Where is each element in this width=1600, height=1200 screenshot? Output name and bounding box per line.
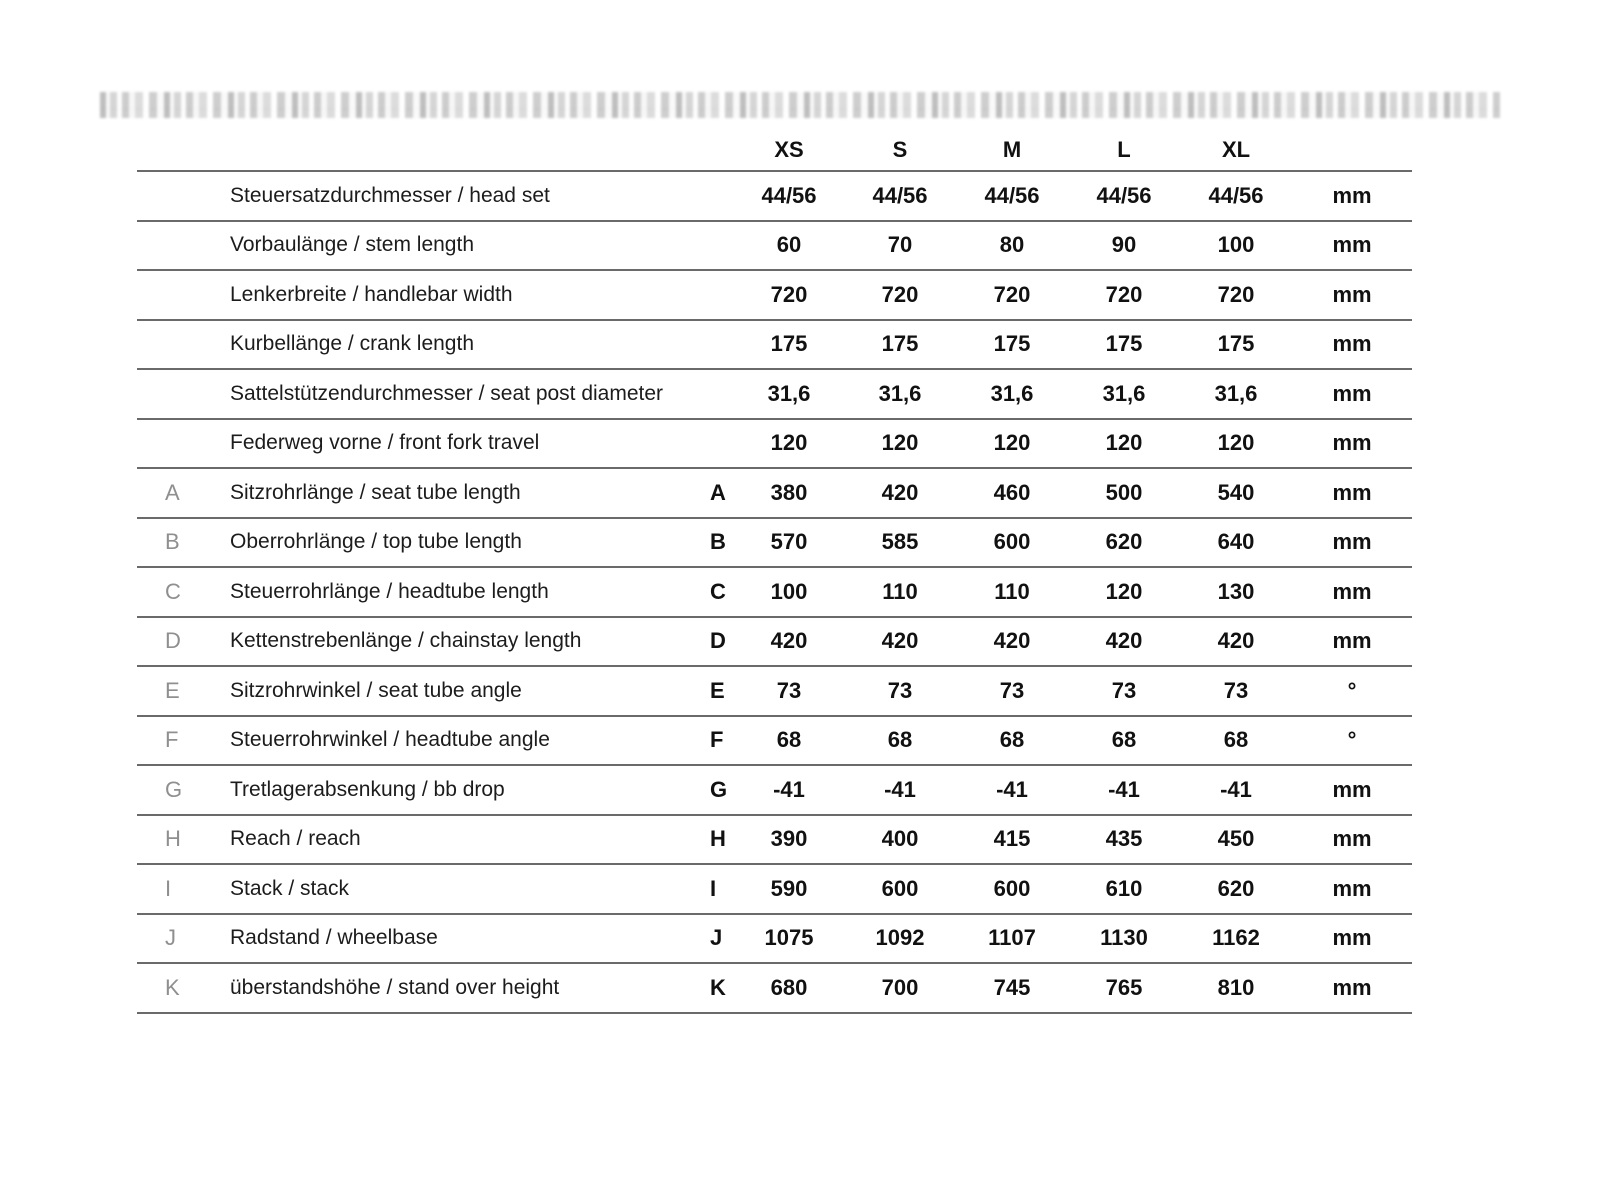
table-row — [137, 420, 1412, 470]
unit-cell: mm — [1332, 281, 1372, 307]
value-cell-s: 420 — [881, 628, 919, 654]
value-cell-m: 720 — [993, 281, 1031, 307]
row-label: Lenkerbreite / handlebar width — [230, 282, 513, 306]
value-cell-xl: 44/56 — [1208, 182, 1264, 208]
value-cell-xl: 130 — [1217, 578, 1255, 604]
row-label: Oberrohrlänge / top tube length — [230, 530, 522, 554]
unit-cell: mm — [1332, 826, 1372, 852]
unit-cell: mm — [1332, 430, 1372, 456]
value-cell-l: 435 — [1105, 826, 1143, 852]
value-cell-xl: 620 — [1217, 875, 1255, 901]
value-cell-m: 600 — [993, 529, 1031, 555]
table-row — [137, 618, 1412, 668]
row-letter-repeat: B — [710, 529, 726, 555]
value-cell-l: 420 — [1105, 628, 1143, 654]
value-cell-l: 120 — [1105, 578, 1143, 604]
value-cell-xs: 175 — [770, 331, 808, 357]
value-cell-s: 720 — [881, 281, 919, 307]
row-label: Federweg vorne / front fork travel — [230, 431, 540, 455]
value-cell-s: 44/56 — [872, 182, 928, 208]
value-cell-m: 420 — [993, 628, 1031, 654]
value-cell-l: 73 — [1111, 677, 1137, 703]
unit-cell: mm — [1332, 331, 1372, 357]
row-letter: B — [165, 529, 180, 555]
unit-cell: ° — [1347, 677, 1357, 703]
row-letter-repeat: C — [710, 578, 726, 604]
table-row — [137, 915, 1412, 965]
size-header-xl: XL — [1221, 137, 1251, 162]
value-cell-m: 415 — [993, 826, 1031, 852]
row-letter-repeat: H — [710, 826, 726, 852]
unit-cell: mm — [1332, 875, 1372, 901]
table-row — [137, 766, 1412, 816]
size-header-l: L — [1117, 137, 1131, 162]
value-cell-xl: 100 — [1217, 232, 1255, 258]
table-row — [137, 469, 1412, 519]
row-letter-repeat: J — [710, 925, 723, 951]
row-label: Kurbellänge / crank length — [230, 332, 474, 356]
value-cell-m: 44/56 — [984, 182, 1040, 208]
row-label: Vorbaulänge / stem length — [230, 233, 475, 257]
row-label: Tretlagerabsenkung / bb drop — [230, 777, 505, 801]
unit-cell: mm — [1332, 776, 1372, 802]
value-cell-s: 700 — [881, 974, 919, 1000]
value-cell-l: 120 — [1105, 430, 1143, 456]
value-cell-s: 585 — [881, 529, 919, 555]
value-cell-l: 44/56 — [1096, 182, 1152, 208]
value-cell-xl: 540 — [1217, 479, 1255, 505]
unit-cell: mm — [1332, 578, 1372, 604]
value-cell-s: 600 — [881, 875, 919, 901]
value-cell-l: -41 — [1108, 776, 1140, 802]
table-row — [137, 667, 1412, 717]
value-cell-xl: 1162 — [1212, 925, 1260, 951]
blurred-text-band — [100, 92, 1500, 118]
value-cell-l: 68 — [1111, 727, 1137, 753]
row-letter: F — [165, 727, 179, 753]
unit-cell: mm — [1332, 479, 1372, 505]
value-cell-s: 68 — [887, 727, 913, 753]
table-row — [137, 321, 1412, 371]
size-header-s: S — [892, 137, 908, 162]
value-cell-xs: 420 — [770, 628, 808, 654]
unit-cell: mm — [1332, 232, 1372, 258]
value-cell-xs: 720 — [770, 281, 808, 307]
value-cell-l: 720 — [1105, 281, 1143, 307]
unit-cell: mm — [1332, 974, 1372, 1000]
row-letter: A — [165, 479, 180, 505]
row-label: Sitzrohrlänge / seat tube length — [230, 480, 521, 504]
row-label: Steuerrohrwinkel / headtube angle — [230, 728, 550, 752]
value-cell-m: 110 — [994, 578, 1030, 604]
value-cell-l: 610 — [1105, 875, 1143, 901]
value-cell-m: -41 — [996, 776, 1028, 802]
value-cell-l: 175 — [1105, 331, 1143, 357]
value-cell-s: 120 — [881, 430, 919, 456]
table-row — [137, 271, 1412, 321]
table-row — [137, 370, 1412, 420]
value-cell-m: 745 — [993, 974, 1031, 1000]
value-cell-xs: 60 — [776, 232, 802, 258]
value-cell-s: 420 — [881, 479, 919, 505]
value-cell-s: 1092 — [875, 925, 925, 951]
value-cell-xl: 73 — [1223, 677, 1249, 703]
value-cell-m: 73 — [999, 677, 1025, 703]
value-cell-xl: 720 — [1217, 281, 1255, 307]
value-cell-xs: 680 — [770, 974, 808, 1000]
table-row — [137, 222, 1412, 272]
unit-cell: mm — [1332, 628, 1372, 654]
value-cell-xs: -41 — [773, 776, 805, 802]
row-label: Steuerrohrlänge / headtube length — [230, 579, 549, 603]
value-cell-xl: 120 — [1217, 430, 1255, 456]
row-label: Reach / reach — [230, 827, 361, 851]
value-cell-s: 73 — [887, 677, 913, 703]
table-row — [137, 865, 1412, 915]
row-letter: I — [165, 875, 172, 901]
unit-cell: mm — [1332, 182, 1372, 208]
row-letter-repeat: A — [710, 479, 726, 505]
table-row — [137, 172, 1412, 222]
table-row — [137, 816, 1412, 866]
value-cell-l: 90 — [1111, 232, 1137, 258]
row-label: Sitzrohrwinkel / seat tube angle — [230, 678, 522, 702]
geometry-table — [137, 130, 1412, 1014]
value-cell-s: 31,6 — [878, 380, 922, 406]
size-header-xs: XS — [774, 137, 804, 162]
unit-cell: mm — [1332, 529, 1372, 555]
row-letter-repeat: F — [710, 727, 724, 753]
value-cell-xs: 100 — [770, 578, 808, 604]
value-cell-xl: 68 — [1223, 727, 1249, 753]
row-letter-repeat: D — [710, 628, 726, 654]
value-cell-xs: 380 — [770, 479, 808, 505]
unit-cell: mm — [1332, 925, 1372, 951]
row-label: überstandshöhe / stand over height — [230, 975, 560, 999]
value-cell-m: 80 — [999, 232, 1025, 258]
row-label: Kettenstrebenlänge / chainstay length — [230, 629, 582, 653]
unit-cell: ° — [1347, 727, 1357, 753]
value-cell-m: 31,6 — [990, 380, 1034, 406]
value-cell-xs: 31,6 — [767, 380, 811, 406]
value-cell-xs: 120 — [770, 430, 808, 456]
row-letter: K — [165, 974, 180, 1000]
size-header-m: M — [1002, 137, 1022, 162]
table-row — [137, 568, 1412, 618]
unit-cell: mm — [1332, 380, 1372, 406]
value-cell-m: 120 — [993, 430, 1031, 456]
row-letter-repeat: I — [710, 875, 717, 901]
value-cell-m: 1107 — [988, 925, 1036, 951]
value-cell-s: 175 — [881, 331, 919, 357]
table-row — [137, 717, 1412, 767]
value-cell-m: 600 — [993, 875, 1031, 901]
value-cell-xs: 570 — [770, 529, 808, 555]
table-row — [137, 964, 1412, 1014]
row-letter-repeat: E — [710, 677, 725, 703]
value-cell-xs: 68 — [776, 727, 802, 753]
value-cell-xl: 31,6 — [1214, 380, 1258, 406]
row-letter: G — [165, 776, 183, 802]
row-label: Steuersatzdurchmesser / head set — [230, 183, 550, 207]
row-label: Radstand / wheelbase — [230, 926, 438, 950]
value-cell-s: 70 — [887, 232, 913, 258]
value-cell-l: 500 — [1105, 479, 1143, 505]
row-label: Sattelstützendurchmesser / seat post diameter — [230, 381, 664, 405]
value-cell-xl: 420 — [1217, 628, 1255, 654]
value-cell-l: 31,6 — [1102, 380, 1146, 406]
row-letter: J — [165, 925, 176, 951]
size-header-row — [137, 130, 1412, 172]
value-cell-s: 110 — [882, 578, 918, 604]
value-cell-xs: 590 — [770, 875, 808, 901]
value-cell-xs: 44/56 — [761, 182, 817, 208]
value-cell-l: 1130 — [1100, 925, 1148, 951]
value-cell-s: 400 — [881, 826, 919, 852]
value-cell-l: 765 — [1105, 974, 1143, 1000]
value-cell-xl: 450 — [1217, 826, 1255, 852]
value-cell-xl: 640 — [1217, 529, 1255, 555]
value-cell-xs: 390 — [770, 826, 808, 852]
row-letter: C — [165, 578, 181, 604]
table-row — [137, 519, 1412, 569]
value-cell-xs: 73 — [776, 677, 802, 703]
value-cell-m: 68 — [999, 727, 1025, 753]
row-letter: D — [165, 628, 181, 654]
value-cell-m: 175 — [993, 331, 1031, 357]
value-cell-xl: 810 — [1217, 974, 1255, 1000]
value-cell-s: -41 — [884, 776, 916, 802]
row-letter-repeat: K — [710, 974, 726, 1000]
value-cell-m: 460 — [993, 479, 1031, 505]
value-cell-xl: -41 — [1220, 776, 1252, 802]
row-letter: E — [165, 677, 180, 703]
row-label: Stack / stack — [230, 876, 350, 900]
value-cell-xs: 1075 — [764, 925, 814, 951]
row-letter: H — [165, 826, 181, 852]
value-cell-l: 620 — [1105, 529, 1143, 555]
value-cell-xl: 175 — [1217, 331, 1255, 357]
row-letter-repeat: G — [710, 776, 728, 802]
